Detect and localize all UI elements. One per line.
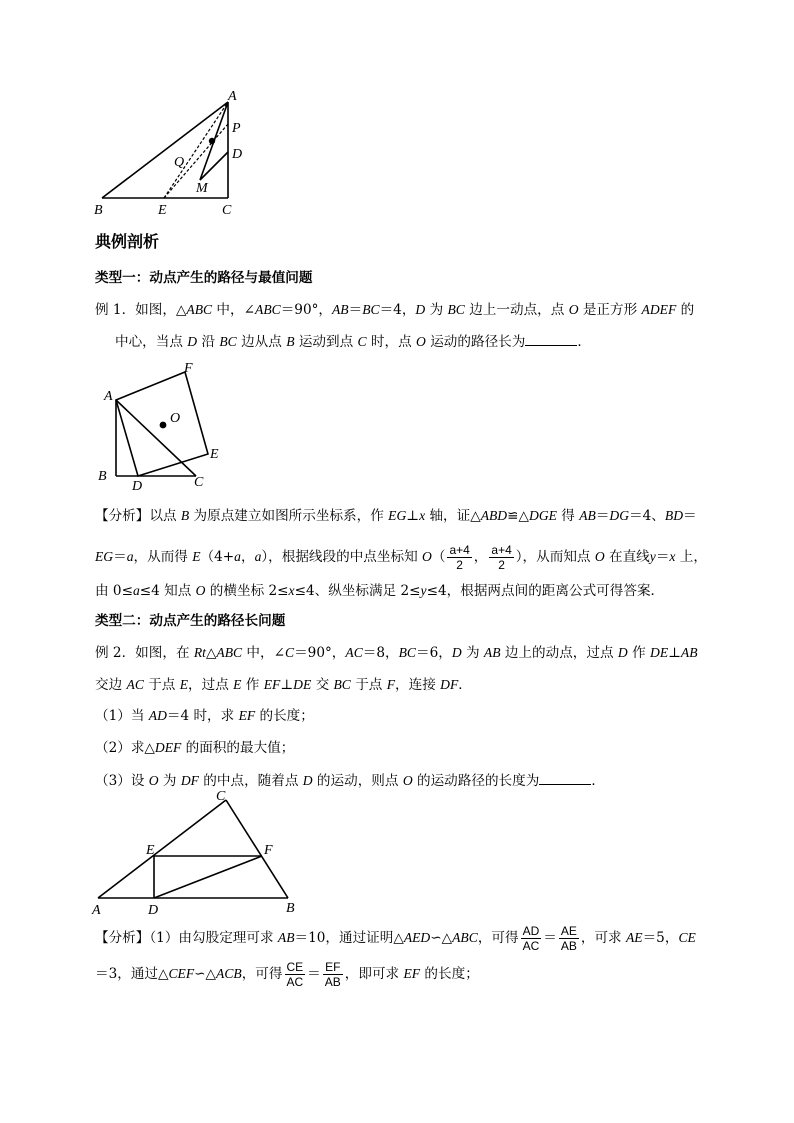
section-title: 典例剖析 (95, 232, 160, 251)
fraction-ae-ab: $\frac{AE}{AB}$ (560, 924, 577, 953)
type-2-title: 类型二：动点产生的路径长问题 (95, 613, 286, 629)
label-D: D (232, 147, 243, 162)
analysis-1-line-3: 由 0≤a≤4 知点 O 的横坐标 2≤x≤4、纵坐标满足 2≤y≤4，根据两点间的距离公式可得答案． (95, 583, 665, 599)
answer-blank (525, 331, 577, 346)
label-A: A (104, 389, 113, 404)
fraction-ad-ac: $\frac{AD}{AC}$ (522, 924, 540, 953)
analysis-2-line-1: 【分析】（1）由勾股定理可求 AB＝10，通过证明△AED∽△ABC，可得 $\frac{AD}{AC}$ ＝ $\frac{AE}{AB}$ ，可求 AE＝5，CE (95, 924, 696, 953)
label-C: C (216, 789, 226, 804)
label-P: P (232, 121, 241, 136)
figure-right-triangle (90, 788, 306, 918)
label-C: C (194, 475, 204, 490)
label-E: E (210, 447, 219, 462)
analysis-1-line-2: EG＝a，从而得 E（4+a，a），根据线段的中点坐标知 O（ $\frac{a+4}{2}$ ， $\frac{a+4}{2}$ ），从而知点 O 在直线y＝x 上， (95, 543, 707, 572)
example-2-line-1: 例 2．如图，在 Rt△ABC 中，∠C＝90°，AC＝8，BC＝6，D 为 AB 边上的动点，过点 D 作 DE⊥AB (95, 645, 698, 661)
example-1-line-2: 中心，当点 D 沿 BC 边从点 B 运动到点 C 时，点 O 运动的路径长为 ． (115, 331, 591, 352)
label-F: F (264, 843, 273, 858)
label-E: E (158, 203, 167, 218)
figure-3-svg (90, 788, 306, 918)
fraction-ce-ac: $\frac{CE}{AC}$ (286, 960, 304, 989)
label-B: B (98, 469, 107, 484)
label-B: B (286, 901, 295, 916)
example-1-line-1: 例 1．如图，△ABC 中，∠ABC＝90°，AB＝BC＝4，D 为 BC 边上一动点，点 O 是正方形 ADEF 的 (95, 302, 695, 318)
example-2-line-2: 交边 AC 于点 E，过点 E 作 EF⊥DE 交 BC 于点 F，连接 DF． (95, 677, 472, 693)
label-C: C (222, 203, 232, 218)
analysis-1-line-1: 【分析】以点 B 为原点建立如图所示坐标系，作 EG⊥x 轴，证△ABD≌△DGE 得 AB＝DG＝4、BD＝ (95, 508, 697, 524)
label-O: O (170, 411, 181, 426)
type-1-title: 类型一：动点产生的路径与最值问题 (95, 270, 313, 286)
fraction-y: $\frac{a+4}{2}$ (491, 543, 512, 572)
question-2: （2）求△DEF 的面积的最大值； (95, 740, 295, 756)
figure-1-svg (88, 88, 258, 218)
label-A: A (92, 903, 101, 918)
question-3: （3）设 O 为 DF 的中点，随着点 D 的运动，则点 O 的运动路径的长度为 ． (95, 770, 605, 791)
label-D: D (148, 903, 159, 918)
figure-triangle-path (88, 88, 258, 218)
question-1: （1）当 AD＝4 时，求 EF 的长度； (95, 708, 314, 724)
label-A: A (228, 89, 237, 104)
label-E: E (146, 843, 155, 858)
label-F: F (184, 361, 193, 376)
label-Q: Q (174, 155, 185, 170)
fraction-ef-ab: $\frac{EF}{AB}$ (324, 960, 341, 989)
label-D: D (132, 479, 143, 494)
label-M: M (196, 181, 208, 196)
label-B: B (94, 203, 103, 218)
analysis-2-line-2: ＝3，通过△CEF∽△ACB，可得 $\frac{CE}{AC}$ ＝ $\frac{EF}{AB}$ ，即可求 EF 的长度； (95, 960, 479, 989)
answer-blank (539, 770, 591, 785)
fraction-x: $\frac{a+4}{2}$ (449, 543, 470, 572)
figure-square-center (92, 360, 232, 495)
figure-2-svg (92, 360, 232, 495)
